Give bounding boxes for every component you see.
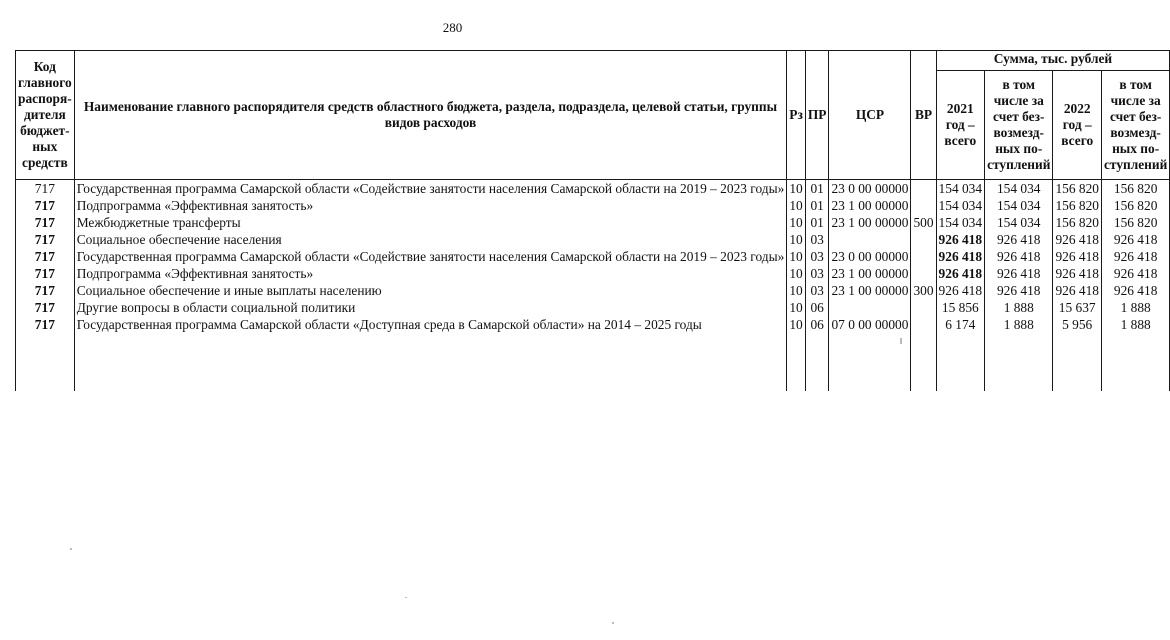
header-2022-free: в том числе за счет без-возмезд-ных по-ступлений bbox=[1101, 71, 1169, 180]
row-pr: 03 bbox=[805, 265, 829, 282]
row-vr bbox=[911, 248, 936, 265]
row-2021-total: 926 418 bbox=[936, 282, 985, 299]
row-code: 717 bbox=[16, 248, 75, 265]
row-csr: 23 1 00 00000 bbox=[829, 265, 911, 282]
row-csr: 23 1 00 00000 bbox=[829, 214, 911, 231]
row-vr bbox=[911, 197, 936, 214]
row-2022-free: 926 418 bbox=[1101, 265, 1169, 282]
row-vr bbox=[911, 180, 936, 198]
row-name: Государственная программа Самарской области «Содействие занятости населения Самарской области на 2019 – 2023 годы» bbox=[74, 180, 787, 198]
table-row bbox=[16, 265, 1170, 282]
row-2022-total: 926 418 bbox=[1053, 265, 1102, 282]
row-2021-free: 154 034 bbox=[985, 180, 1053, 198]
row-2022-total: 926 418 bbox=[1053, 248, 1102, 265]
row-2021-free: 926 418 bbox=[985, 231, 1053, 248]
row-2022-free: 156 820 bbox=[1101, 214, 1169, 231]
scan-speck bbox=[70, 548, 72, 550]
row-2021-free: 926 418 bbox=[985, 282, 1053, 299]
row-code: 717 bbox=[16, 197, 75, 214]
row-csr: 07 0 00 00000 bbox=[829, 316, 911, 391]
row-pr: 06 bbox=[805, 316, 829, 391]
row-2021-free: 1 888 bbox=[985, 316, 1053, 391]
row-2021-free: 926 418 bbox=[985, 248, 1053, 265]
table-row bbox=[16, 316, 1170, 391]
row-rz: 10 bbox=[787, 214, 806, 231]
header-rz: Рз bbox=[787, 51, 806, 180]
row-name: Подпрограмма «Эффективная занятость» bbox=[74, 197, 787, 214]
row-code: 717 bbox=[16, 282, 75, 299]
row-code: 717 bbox=[16, 265, 75, 282]
row-rz: 10 bbox=[787, 231, 806, 248]
row-2021-total: 154 034 bbox=[936, 180, 985, 198]
row-2022-free: 926 418 bbox=[1101, 282, 1169, 299]
row-rz: 10 bbox=[787, 265, 806, 282]
table-row bbox=[16, 197, 1170, 214]
row-name: Государственная программа Самарской области «Доступная среда в Самарской области» на 2014 – 2025 годы bbox=[74, 316, 787, 391]
row-code: 717 bbox=[16, 180, 75, 198]
row-code: 717 bbox=[16, 214, 75, 231]
row-2022-total: 926 418 bbox=[1053, 282, 1102, 299]
row-rz: 10 bbox=[787, 299, 806, 316]
row-2021-free: 154 034 bbox=[985, 214, 1053, 231]
row-csr bbox=[829, 299, 911, 316]
row-2022-total: 156 820 bbox=[1053, 197, 1102, 214]
row-2022-free: 1 888 bbox=[1101, 316, 1169, 391]
row-2021-total: 926 418 bbox=[936, 265, 985, 282]
row-name: Подпрограмма «Эффективная занятость» bbox=[74, 265, 787, 282]
row-2022-free: 926 418 bbox=[1101, 231, 1169, 248]
row-csr: 23 1 00 00000 bbox=[829, 197, 911, 214]
row-csr: 23 0 00 00000 bbox=[829, 180, 911, 198]
scan-speck bbox=[405, 597, 407, 598]
row-name: Другие вопросы в области социальной политики bbox=[74, 299, 787, 316]
row-2021-free: 154 034 bbox=[985, 197, 1053, 214]
row-rz: 10 bbox=[787, 180, 806, 198]
row-2021-total: 926 418 bbox=[936, 231, 985, 248]
row-rz: 10 bbox=[787, 282, 806, 299]
row-csr bbox=[829, 231, 911, 248]
row-pr: 03 bbox=[805, 231, 829, 248]
row-rz: 10 bbox=[787, 197, 806, 214]
row-pr: 03 bbox=[805, 282, 829, 299]
budget-table bbox=[15, 50, 1170, 391]
row-rz: 10 bbox=[787, 248, 806, 265]
row-2021-total: 926 418 bbox=[936, 248, 985, 265]
row-vr: 300 bbox=[911, 282, 936, 299]
row-csr: 23 1 00 00000 bbox=[829, 282, 911, 299]
row-code: 717 bbox=[16, 316, 75, 391]
row-2022-free: 1 888 bbox=[1101, 299, 1169, 316]
table-body bbox=[16, 180, 1170, 392]
table-row bbox=[16, 248, 1170, 265]
row-2021-total: 154 034 bbox=[936, 214, 985, 231]
row-code: 717 bbox=[16, 299, 75, 316]
row-rz: 10 bbox=[787, 316, 806, 391]
header-code: Код главного распоря-дителя бюджет-ных средств bbox=[16, 51, 75, 180]
row-2022-total: 156 820 bbox=[1053, 180, 1102, 198]
scan-speck bbox=[900, 338, 902, 344]
table-header bbox=[16, 51, 1170, 180]
row-name: Межбюджетные трансферты bbox=[74, 214, 787, 231]
row-vr bbox=[911, 299, 936, 316]
header-2021-total: 2021 год – всего bbox=[936, 71, 985, 180]
table-row bbox=[16, 180, 1170, 198]
header-vr: ВР bbox=[911, 51, 936, 180]
row-2022-total: 156 820 bbox=[1053, 214, 1102, 231]
row-vr bbox=[911, 231, 936, 248]
row-2022-total: 926 418 bbox=[1053, 231, 1102, 248]
table-row bbox=[16, 214, 1170, 231]
table-row bbox=[16, 299, 1170, 316]
row-2022-free: 926 418 bbox=[1101, 248, 1169, 265]
table-row bbox=[16, 282, 1170, 299]
row-2021-total: 15 856 bbox=[936, 299, 985, 316]
row-2022-total: 15 637 bbox=[1053, 299, 1102, 316]
header-2022-total: 2022 год – всего bbox=[1053, 71, 1102, 180]
row-code: 717 bbox=[16, 231, 75, 248]
header-name: Наименование главного распорядителя средств областного бюджета, раздела, подраздела, целевой статьи, группы видов расходов bbox=[74, 51, 787, 180]
row-2021-total: 154 034 bbox=[936, 197, 985, 214]
row-pr: 03 bbox=[805, 248, 829, 265]
row-csr: 23 0 00 00000 bbox=[829, 248, 911, 265]
row-name: Социальное обеспечение и иные выплаты населению bbox=[74, 282, 787, 299]
scan-speck bbox=[612, 622, 614, 624]
row-pr: 01 bbox=[805, 197, 829, 214]
row-vr bbox=[911, 316, 936, 391]
table-row bbox=[16, 231, 1170, 248]
row-vr bbox=[911, 265, 936, 282]
page-number: 280 bbox=[442, 20, 463, 35]
row-2021-free: 1 888 bbox=[985, 299, 1053, 316]
row-name: Государственная программа Самарской области «Содействие занятости населения Самарской области на 2019 – 2023 годы» bbox=[74, 248, 787, 265]
row-2022-free: 156 820 bbox=[1101, 197, 1169, 214]
header-pr: ПР bbox=[805, 51, 829, 180]
row-pr: 01 bbox=[805, 214, 829, 231]
header-2021-free: в том числе за счет без-возмезд-ных по-ступлений bbox=[985, 71, 1053, 180]
row-pr: 01 bbox=[805, 180, 829, 198]
row-vr: 500 bbox=[911, 214, 936, 231]
header-csr: ЦСР bbox=[829, 51, 911, 180]
row-2022-total: 5 956 bbox=[1053, 316, 1102, 391]
row-2022-free: 156 820 bbox=[1101, 180, 1169, 198]
row-2021-total: 6 174 bbox=[936, 316, 985, 391]
header-sum-title: Сумма, тыс. рублей bbox=[936, 51, 1170, 71]
row-pr: 06 bbox=[805, 299, 829, 316]
row-2021-free: 926 418 bbox=[985, 265, 1053, 282]
row-name: Социальное обеспечение населения bbox=[74, 231, 787, 248]
